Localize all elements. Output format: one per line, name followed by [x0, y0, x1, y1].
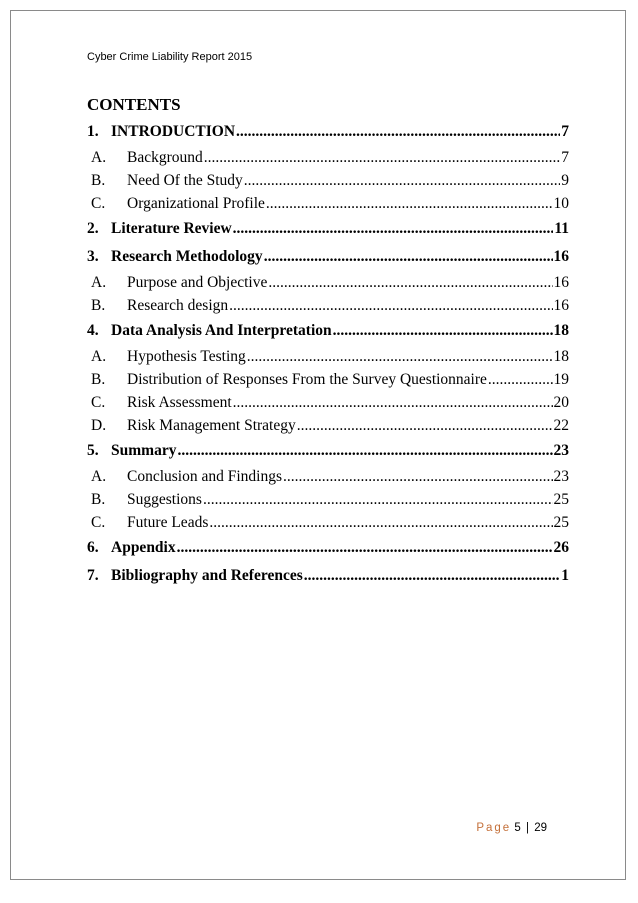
- toc-entry-section[interactable]: [87, 271, 569, 294]
- toc-leader-dots: [266, 192, 553, 215]
- toc-entry-number: 5.: [87, 442, 99, 459]
- toc-leader-dots: [203, 488, 553, 511]
- toc-entry-page: 10: [553, 195, 569, 212]
- toc-entry-label: Summary: [111, 442, 177, 459]
- toc-entry-number: B.: [91, 297, 106, 314]
- toc-entry-chapter[interactable]: [87, 118, 569, 146]
- footer-page-word: Page: [476, 822, 512, 834]
- toc-entry-label: Bibliography and References: [111, 567, 303, 584]
- toc-entry-chapter[interactable]: [87, 317, 569, 345]
- footer-separator: |: [526, 822, 529, 834]
- toc-entry-page: 22: [553, 417, 569, 434]
- toc-entry-label: Literature Review: [111, 220, 232, 237]
- toc-entry-label: Appendix: [111, 539, 176, 556]
- toc-entry-section[interactable]: [87, 511, 569, 534]
- toc-entry-page: 26: [553, 539, 569, 556]
- toc-entry-page: 20: [553, 394, 569, 411]
- toc-entry-chapter[interactable]: [87, 243, 569, 271]
- toc-leader-dots: [233, 391, 553, 414]
- toc-entry-number: B.: [91, 491, 106, 508]
- toc-entry-label: Need Of the Study: [127, 172, 243, 189]
- toc-entry-number: A.: [91, 468, 107, 485]
- table-of-contents: [87, 118, 569, 590]
- toc-entry-number: 3.: [87, 248, 99, 265]
- toc-entry-label: INTRODUCTION: [111, 123, 236, 140]
- toc-entry-label: Research Methodology: [111, 248, 263, 265]
- toc-entry-section[interactable]: [87, 345, 569, 368]
- toc-entry-label: Data Analysis And Interpretation: [111, 322, 332, 339]
- toc-leader-dots: [236, 118, 560, 146]
- toc-entry-label: Hypothesis Testing: [127, 348, 246, 365]
- toc-entry-page: 16: [553, 274, 569, 291]
- toc-entry-number: A.: [91, 149, 107, 166]
- contents-heading: CONTENTS: [87, 95, 181, 114]
- toc-entry-page: 7: [561, 123, 569, 140]
- toc-leader-dots: [488, 368, 553, 391]
- toc-entry-number: 2.: [87, 220, 99, 237]
- toc-entry-chapter[interactable]: [87, 215, 569, 243]
- toc-entry-page: 16: [553, 248, 569, 265]
- toc-leader-dots: [297, 414, 553, 437]
- toc-leader-dots: [209, 511, 552, 534]
- toc-entry-section[interactable]: [87, 368, 569, 391]
- toc-entry-number: C.: [91, 394, 106, 411]
- toc-entry-number: C.: [91, 195, 106, 212]
- toc-entry-chapter[interactable]: [87, 437, 569, 465]
- toc-entry-page: 23: [553, 468, 569, 485]
- toc-entry-number: 6.: [87, 539, 99, 556]
- toc-entry-section[interactable]: [87, 146, 569, 169]
- toc-entry-page: 25: [553, 491, 569, 508]
- toc-entry-number: B.: [91, 371, 106, 388]
- toc-entry-section[interactable]: [87, 294, 569, 317]
- toc-entry-chapter[interactable]: [87, 562, 569, 590]
- footer-total-pages: 29: [534, 822, 547, 834]
- toc-entry-section[interactable]: [87, 391, 569, 414]
- toc-leader-dots: [247, 345, 553, 368]
- footer-current-page: 5: [514, 822, 521, 834]
- toc-entry-number: 4.: [87, 322, 99, 339]
- toc-entry-label: Risk Management Strategy: [127, 417, 296, 434]
- toc-leader-dots: [333, 317, 553, 345]
- toc-entry-section[interactable]: [87, 488, 569, 511]
- toc-leader-dots: [204, 146, 560, 169]
- toc-entry-label: Organizational Profile: [127, 195, 265, 212]
- toc-leader-dots: [177, 437, 552, 465]
- document-page: [10, 10, 626, 880]
- toc-entry-section[interactable]: [87, 192, 569, 215]
- toc-entry-number: A.: [91, 348, 107, 365]
- toc-entry-number: A.: [91, 274, 107, 291]
- toc-entry-number: C.: [91, 514, 106, 531]
- toc-leader-dots: [268, 271, 552, 294]
- toc-entry-label: Research design: [127, 297, 229, 314]
- toc-entry-page: 25: [553, 514, 569, 531]
- toc-entry-number: D.: [91, 417, 107, 434]
- toc-entry-label: Future Leads: [127, 514, 209, 531]
- toc-entry-page: 16: [553, 297, 569, 314]
- toc-leader-dots: [283, 465, 552, 488]
- toc-entry-label: Suggestions: [127, 491, 202, 508]
- toc-entry-number: 1.: [87, 123, 99, 140]
- toc-entry-page: 18: [553, 322, 569, 339]
- toc-entry-page: 1: [561, 567, 569, 584]
- toc-entry-label: Background: [127, 149, 203, 166]
- toc-entry-number: 7.: [87, 567, 99, 584]
- toc-entry-chapter[interactable]: [87, 534, 569, 562]
- toc-leader-dots: [304, 562, 561, 590]
- toc-entry-page: 18: [553, 348, 569, 365]
- toc-leader-dots: [264, 243, 553, 271]
- toc-leader-dots: [244, 169, 560, 192]
- toc-entry-label: Conclusion and Findings: [127, 468, 283, 485]
- toc-entry-label: Distribution of Responses From the Survey Questionnaire: [127, 371, 487, 388]
- running-header: Cyber Crime Liability Report 2015: [87, 51, 253, 63]
- toc-entry-page: 7: [561, 149, 569, 166]
- toc-entry-page: 9: [561, 172, 569, 189]
- toc-entry-section[interactable]: [87, 169, 569, 192]
- toc-leader-dots: [229, 294, 552, 317]
- toc-entry-page: 11: [554, 220, 569, 237]
- toc-leader-dots: [233, 215, 554, 243]
- toc-entry-label: Purpose and Objective: [127, 274, 268, 291]
- toc-entry-number: B.: [91, 172, 106, 189]
- toc-entry-label: Risk Assessment: [127, 394, 232, 411]
- toc-entry-page: 23: [553, 442, 569, 459]
- toc-entry-page: 19: [553, 371, 569, 388]
- toc-leader-dots: [177, 534, 553, 562]
- page-footer: [476, 822, 547, 834]
- toc-entry-section[interactable]: [87, 465, 569, 488]
- toc-entry-section[interactable]: [87, 414, 569, 437]
